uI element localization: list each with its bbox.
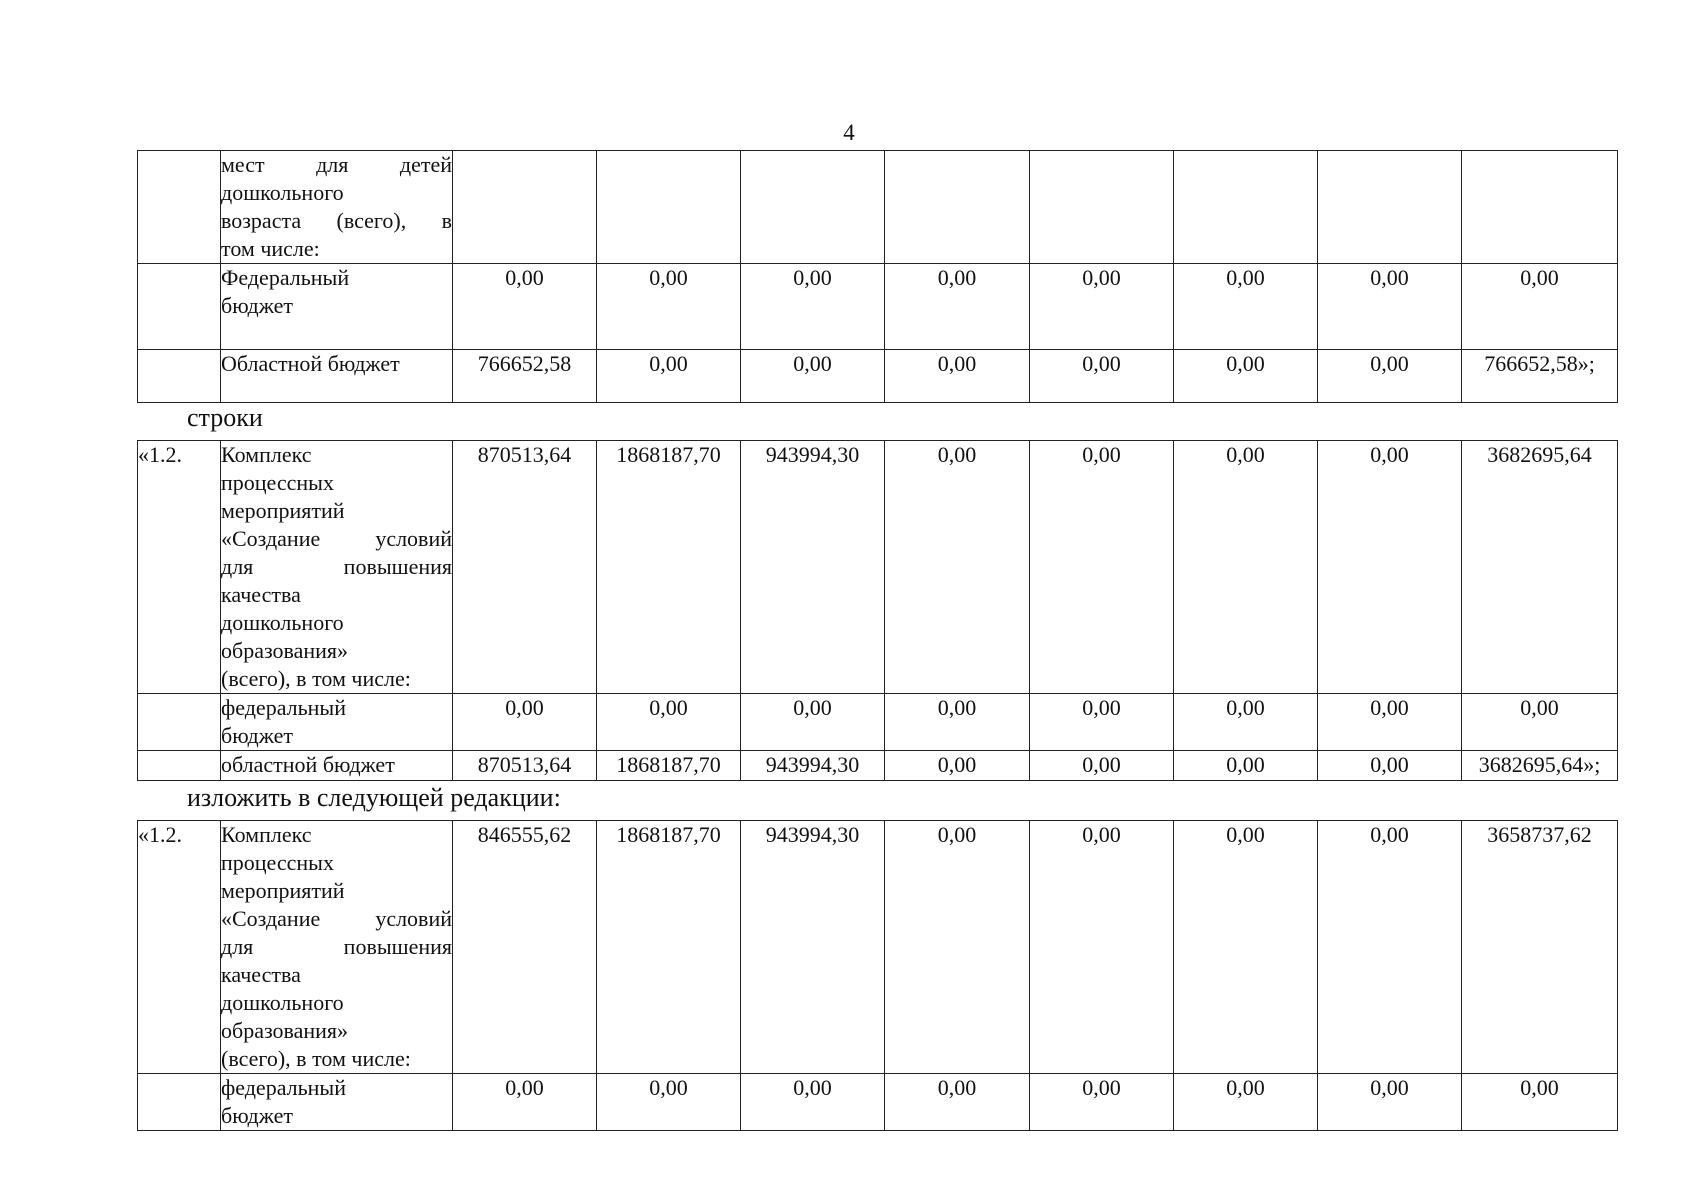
value-cell — [1462, 151, 1618, 264]
value-cell: 0,00 — [741, 350, 885, 403]
value-cell: 0,00 — [1462, 1074, 1618, 1131]
value-cell: 0,00 — [1462, 264, 1618, 350]
value-cell — [1030, 151, 1174, 264]
value-cell: 0,00 — [1030, 350, 1174, 403]
value-cell: 0,00 — [741, 1074, 885, 1131]
row-name-line: возраста (всего), в — [221, 208, 452, 233]
row-name-line: бюджет — [221, 1103, 293, 1128]
row-name-line: дошкольного — [221, 610, 344, 635]
value-cell: 3682695,64 — [1462, 441, 1618, 694]
row-name-line: «Создание условий — [221, 526, 452, 551]
row-number-cell: «1.2. — [138, 821, 221, 1074]
table-row — [138, 151, 1618, 264]
row-name-line: образования» — [221, 638, 349, 663]
value-cell: 0,00 — [1174, 1074, 1318, 1131]
row-name-line: дошкольного — [221, 990, 344, 1015]
table-row — [138, 350, 1618, 403]
row-name-line: (всего), в том числе: — [221, 1046, 411, 1071]
value-cell: 0,00 — [1030, 821, 1174, 1074]
row-name-line: Комплекс — [221, 442, 312, 467]
table-row — [138, 751, 1618, 781]
value-cell: 1868187,70 — [597, 441, 741, 694]
value-cell — [1174, 151, 1318, 264]
row-name-line: бюджет — [221, 723, 293, 748]
row-name-line: для повышения — [221, 934, 452, 959]
row-number-cell — [138, 751, 221, 781]
phrase-new-edition: изложить в следующей редакции: — [187, 783, 561, 812]
row-name-line: процессных — [221, 470, 334, 495]
value-cell — [1318, 151, 1462, 264]
row-name-line: Комплекс — [221, 822, 312, 847]
value-cell: 0,00 — [1318, 821, 1462, 1074]
value-cell: 0,00 — [885, 264, 1030, 350]
value-cell: 0,00 — [597, 694, 741, 751]
value-cell: 0,00 — [1174, 441, 1318, 694]
value-cell: 0,00 — [597, 1074, 741, 1131]
table-row — [138, 1074, 1618, 1131]
value-cell: 0,00 — [1318, 751, 1462, 781]
row-name-line: федеральный — [221, 695, 346, 720]
value-cell: 0,00 — [1318, 264, 1462, 350]
row-name-cell — [221, 151, 453, 264]
value-cell: 0,00 — [1174, 264, 1318, 350]
value-cell: 1868187,70 — [597, 821, 741, 1074]
row-number-cell — [138, 264, 221, 350]
value-cell: 0,00 — [1462, 694, 1618, 751]
value-cell — [885, 151, 1030, 264]
row-name-cell — [221, 694, 453, 751]
row-name-cell — [221, 350, 453, 403]
value-cell: 0,00 — [1318, 694, 1462, 751]
value-cell: 1868187,70 — [597, 751, 741, 781]
row-name-line: том числе: — [221, 236, 320, 261]
table-row — [138, 441, 1618, 694]
row-name-line: процессных — [221, 850, 334, 875]
budget-table-new — [137, 820, 1618, 1131]
value-cell: 0,00 — [453, 1074, 597, 1131]
value-cell — [597, 151, 741, 264]
row-name-cell — [221, 821, 453, 1074]
page-number: 4 — [843, 120, 855, 145]
row-name-line: дошкольного — [221, 180, 344, 205]
row-number-cell: «1.2. — [138, 441, 221, 694]
value-cell — [741, 151, 885, 264]
value-cell: 3658737,62 — [1462, 821, 1618, 1074]
value-cell: 0,00 — [1174, 821, 1318, 1074]
row-name-cell — [221, 1074, 453, 1131]
value-cell: 766652,58 — [453, 350, 597, 403]
value-cell: 0,00 — [1030, 1074, 1174, 1131]
value-cell: 0,00 — [885, 350, 1030, 403]
value-cell: 0,00 — [453, 694, 597, 751]
budget-table-continued — [137, 150, 1618, 403]
value-cell: 0,00 — [1030, 441, 1174, 694]
value-cell: 0,00 — [597, 350, 741, 403]
value-cell: 0,00 — [1030, 751, 1174, 781]
row-name-cell — [221, 441, 453, 694]
row-number-cell — [138, 694, 221, 751]
value-cell: 3682695,64»; — [1462, 751, 1618, 781]
budget-table-old — [137, 440, 1618, 781]
value-cell: 0,00 — [885, 1074, 1030, 1131]
value-cell: 846555,62 — [453, 821, 597, 1074]
value-cell: 0,00 — [453, 264, 597, 350]
value-cell: 0,00 — [1174, 350, 1318, 403]
row-name-line: для повышения — [221, 554, 452, 579]
value-cell: 0,00 — [741, 264, 885, 350]
table-row — [138, 821, 1618, 1074]
value-cell: 0,00 — [1174, 694, 1318, 751]
row-name-line: федеральный — [221, 1075, 346, 1100]
value-cell: 0,00 — [1030, 694, 1174, 751]
row-name-line: бюджет — [221, 293, 293, 318]
value-cell: 0,00 — [885, 821, 1030, 1074]
value-cell: 870513,64 — [453, 751, 597, 781]
row-name-line: Областной бюджет — [221, 351, 400, 376]
row-name-line: (всего), в том числе: — [221, 666, 411, 691]
value-cell: 0,00 — [1318, 1074, 1462, 1131]
row-name-cell — [221, 751, 453, 781]
row-name-cell — [221, 264, 453, 350]
value-cell: 0,00 — [1318, 441, 1462, 694]
row-name-line: «Создание условий — [221, 906, 452, 931]
table-row — [138, 694, 1618, 751]
row-name-line: мероприятий — [221, 878, 345, 903]
row-name-line: мероприятий — [221, 498, 345, 523]
row-number-cell — [138, 151, 221, 264]
row-name-line: областной бюджет — [221, 752, 395, 777]
table-row — [138, 264, 1618, 350]
value-cell: 870513,64 — [453, 441, 597, 694]
row-number-cell — [138, 1074, 221, 1131]
value-cell: 943994,30 — [741, 751, 885, 781]
value-cell: 0,00 — [1174, 751, 1318, 781]
value-cell — [453, 151, 597, 264]
row-name-line: образования» — [221, 1018, 349, 1043]
row-name-line: мест для детей — [221, 152, 452, 177]
row-name-line: качества — [221, 962, 301, 987]
value-cell: 0,00 — [1030, 264, 1174, 350]
row-number-cell — [138, 350, 221, 403]
row-name-line: Федеральный — [221, 265, 350, 290]
value-cell: 0,00 — [885, 441, 1030, 694]
phrase-rows: строки — [187, 403, 263, 432]
value-cell: 0,00 — [885, 694, 1030, 751]
row-name-line: качества — [221, 582, 301, 607]
value-cell: 0,00 — [597, 264, 741, 350]
value-cell: 0,00 — [1318, 350, 1462, 403]
value-cell: 0,00 — [741, 694, 885, 751]
value-cell: 943994,30 — [741, 821, 885, 1074]
value-cell: 766652,58»; — [1462, 350, 1618, 403]
value-cell: 0,00 — [885, 751, 1030, 781]
value-cell: 943994,30 — [741, 441, 885, 694]
